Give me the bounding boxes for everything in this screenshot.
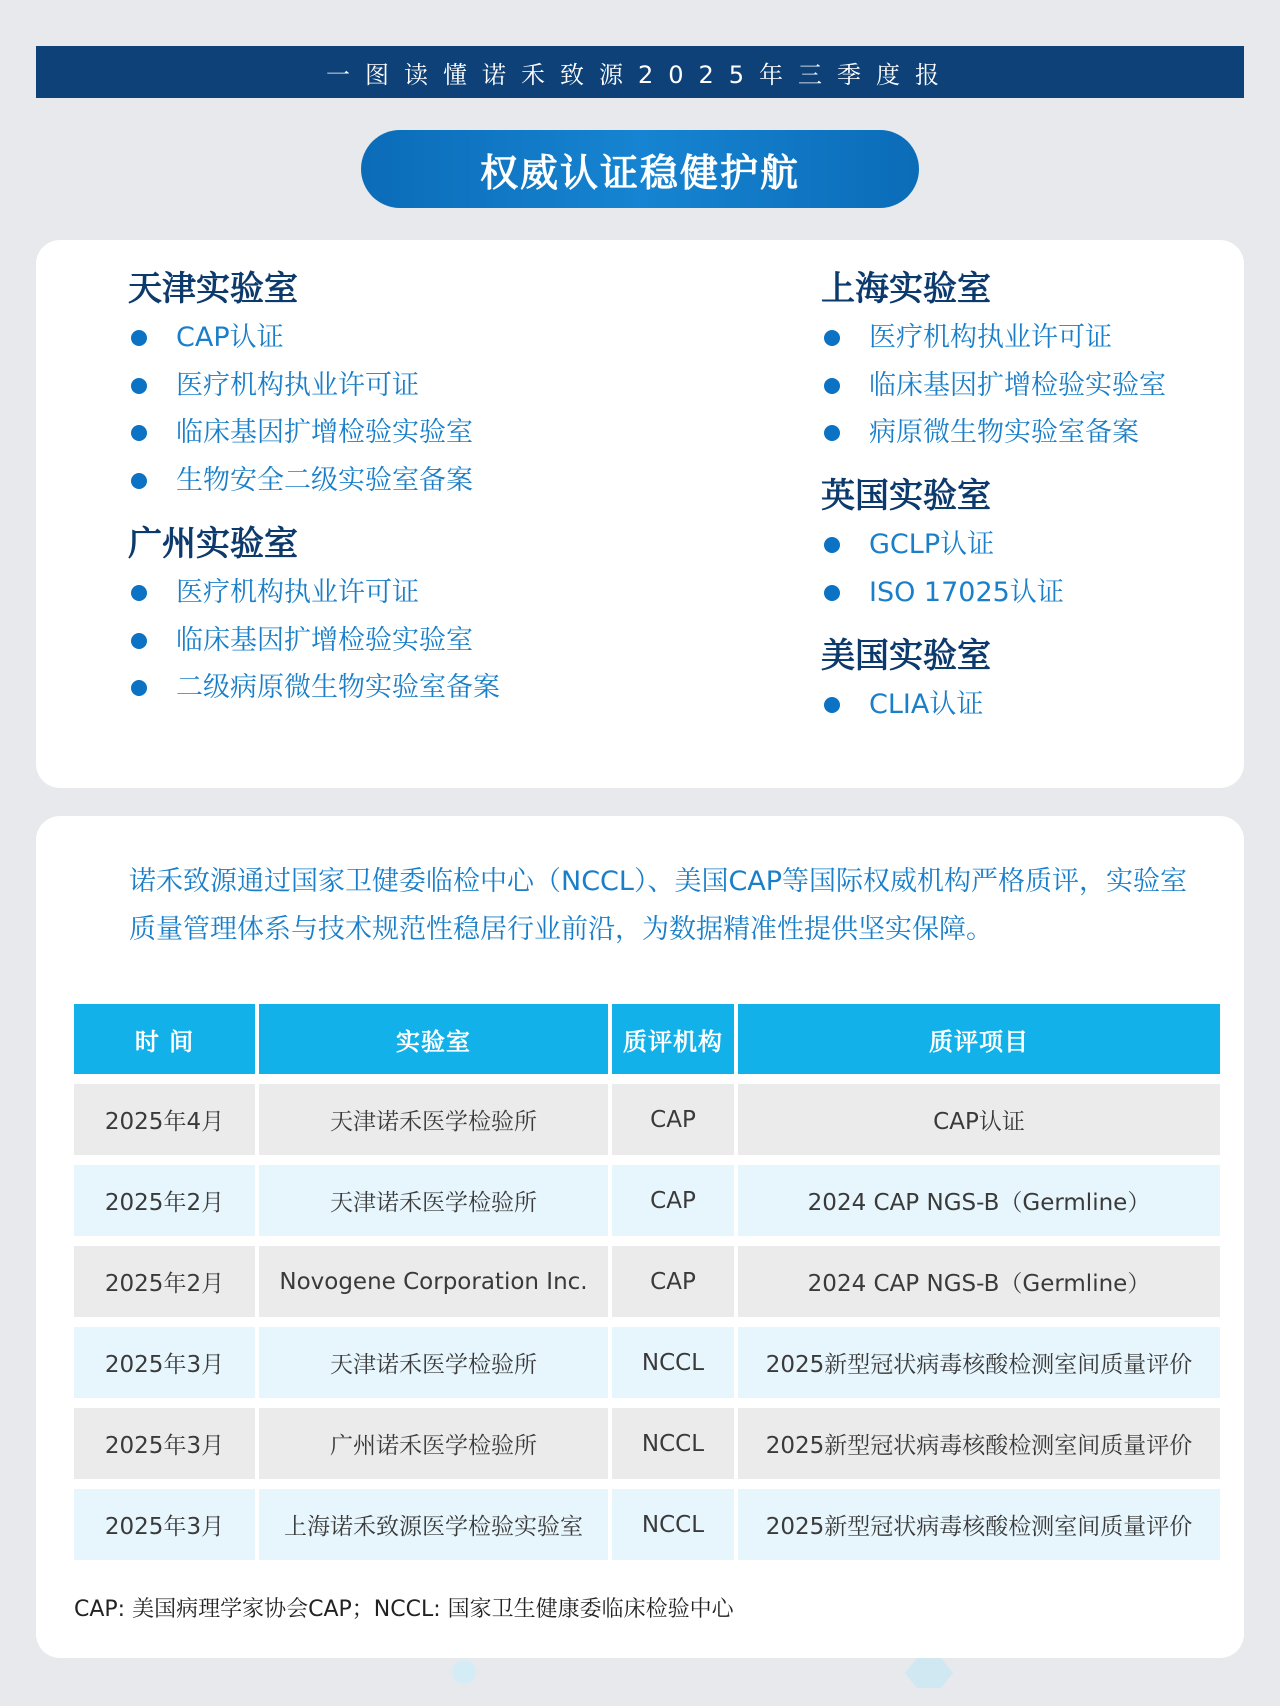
cert-label: 生物安全二级实验室备案 <box>176 464 473 496</box>
bullet-icon <box>131 585 147 601</box>
report-banner-text: 一图读懂诺禾致源2025年三季度报 <box>325 60 955 89</box>
cell-lab: 天津诺禾医学检验所 <box>259 1165 608 1236</box>
column-header-time: 时 间 <box>74 1004 255 1074</box>
cell-time: 2025年3月 <box>74 1408 255 1479</box>
decorative-hexagon <box>905 1658 953 1688</box>
cert-label: 病原微生物实验室备案 <box>869 417 1139 448</box>
cert-label: 医疗机构执业许可证 <box>176 577 419 608</box>
bullet-icon <box>824 378 840 394</box>
lab-title: 广州实验室 <box>128 524 298 564</box>
lab-title: 天津实验室 <box>128 269 298 309</box>
cell-lab: 天津诺禾医学检验所 <box>259 1084 608 1155</box>
cell-lab: 天津诺禾医学检验所 <box>259 1327 608 1398</box>
table-row <box>74 1327 1220 1398</box>
bullet-icon <box>131 378 147 394</box>
column-header-lab: 实验室 <box>259 1004 608 1074</box>
cell-lab: 上海诺禾致源医学检验实验室 <box>259 1489 608 1560</box>
cell-time: 2025年2月 <box>74 1165 255 1236</box>
cell-time: 2025年3月 <box>74 1327 255 1398</box>
cell-project: 2025新型冠状病毒核酸检测室间质量评价 <box>738 1327 1220 1398</box>
cert-label: 二级病原微生物实验室备案 <box>176 672 500 703</box>
cert-item <box>128 409 688 457</box>
cert-label: GCLP认证 <box>869 529 995 560</box>
cert-item <box>128 314 688 362</box>
bullet-icon <box>824 330 840 346</box>
cert-item <box>128 664 688 712</box>
lab-title: 美国实验室 <box>821 636 991 676</box>
quality-assessment-table <box>70 994 1224 1570</box>
cell-agency: NCCL <box>612 1327 734 1398</box>
footnote: CAP: 美国病理学家协会CAP；NCCL: 国家卫生健康委临床检验中心 <box>74 1597 734 1622</box>
table-row <box>74 1246 1220 1317</box>
table-row <box>74 1084 1220 1155</box>
column-header-agency: 质评机构 <box>612 1004 734 1074</box>
lab-tianjin <box>128 264 688 504</box>
section-title-pill <box>361 130 919 208</box>
cell-agency: CAP <box>612 1246 734 1317</box>
cert-item <box>821 521 1280 569</box>
table-header-row <box>74 1004 1220 1074</box>
cert-label: 医疗机构执业许可证 <box>176 369 419 401</box>
cell-time: 2025年3月 <box>74 1489 255 1560</box>
cert-item <box>821 314 1280 362</box>
cell-project: 2025新型冠状病毒核酸检测室间质量评价 <box>738 1408 1220 1479</box>
cell-project: 2025新型冠状病毒核酸检测室间质量评价 <box>738 1489 1220 1560</box>
cert-label: 临床基因扩增检验实验室 <box>869 369 1166 401</box>
bullet-icon <box>131 680 147 696</box>
cert-list <box>821 314 1280 457</box>
bullet-icon <box>131 425 147 441</box>
cert-label: ISO 17025认证 <box>869 576 1064 608</box>
cell-agency: CAP <box>612 1084 734 1155</box>
cert-label: CAP认证 <box>176 322 284 353</box>
cert-item <box>821 409 1280 457</box>
cert-list <box>128 314 688 504</box>
cert-item <box>128 617 688 665</box>
column-header-project: 质评项目 <box>738 1004 1220 1074</box>
lab-title: 上海实验室 <box>821 269 991 309</box>
cert-item <box>128 362 688 410</box>
cert-item <box>821 681 1280 729</box>
table-body <box>74 1084 1220 1560</box>
cert-list <box>128 569 688 712</box>
bullet-icon <box>131 633 147 649</box>
intro-paragraph: 诺禾致源通过国家卫健委临检中心（NCCL）、美国CAP等国际权威机构严格质评，实验室质量管理体系与技术规范性稳居行业前沿，为数据精准性提供坚实保障。 <box>129 866 1188 945</box>
lab-guangzhou <box>128 519 688 712</box>
bullet-icon <box>824 585 840 601</box>
cell-project: 2024 CAP NGS-B（Germline） <box>738 1246 1220 1317</box>
cert-list <box>821 681 1280 729</box>
cert-label: 临床基因扩增检验实验室 <box>176 417 473 448</box>
cell-project: 2024 CAP NGS-B（Germline） <box>738 1165 1220 1236</box>
quality-assessment-card <box>36 816 1244 1658</box>
cell-time: 2025年4月 <box>74 1084 255 1155</box>
cert-list <box>821 521 1280 616</box>
cell-lab: Novogene Corporation Inc. <box>259 1246 608 1317</box>
cell-time: 2025年2月 <box>74 1246 255 1317</box>
report-banner <box>36 46 1244 98</box>
cell-agency: NCCL <box>612 1489 734 1560</box>
cert-item <box>821 362 1280 410</box>
lab-certifications-card <box>36 240 1244 788</box>
bullet-icon <box>824 425 840 441</box>
bullet-icon <box>824 537 840 553</box>
cert-item <box>128 569 688 617</box>
bullet-icon <box>824 697 840 713</box>
bullet-icon <box>131 473 147 489</box>
section-title: 权威认证稳健护航 <box>479 150 800 195</box>
lab-title: 英国实验室 <box>821 476 991 516</box>
cell-agency: NCCL <box>612 1408 734 1479</box>
cell-project: CAP认证 <box>738 1084 1220 1155</box>
cell-lab: 广州诺禾医学检验所 <box>259 1408 608 1479</box>
cert-item <box>821 569 1280 617</box>
bullet-icon <box>131 330 147 346</box>
cert-label: 临床基因扩增检验实验室 <box>176 624 473 656</box>
table-row <box>74 1408 1220 1479</box>
lab-us <box>821 631 1280 729</box>
lab-uk <box>821 471 1280 616</box>
cell-agency: CAP <box>612 1165 734 1236</box>
cert-label: 医疗机构执业许可证 <box>869 322 1112 353</box>
decorative-dot <box>452 1660 476 1684</box>
table-row <box>74 1489 1220 1560</box>
cert-label: CLIA认证 <box>869 689 984 720</box>
cert-item <box>128 457 688 505</box>
table-row <box>74 1165 1220 1236</box>
lab-shanghai <box>821 264 1280 457</box>
